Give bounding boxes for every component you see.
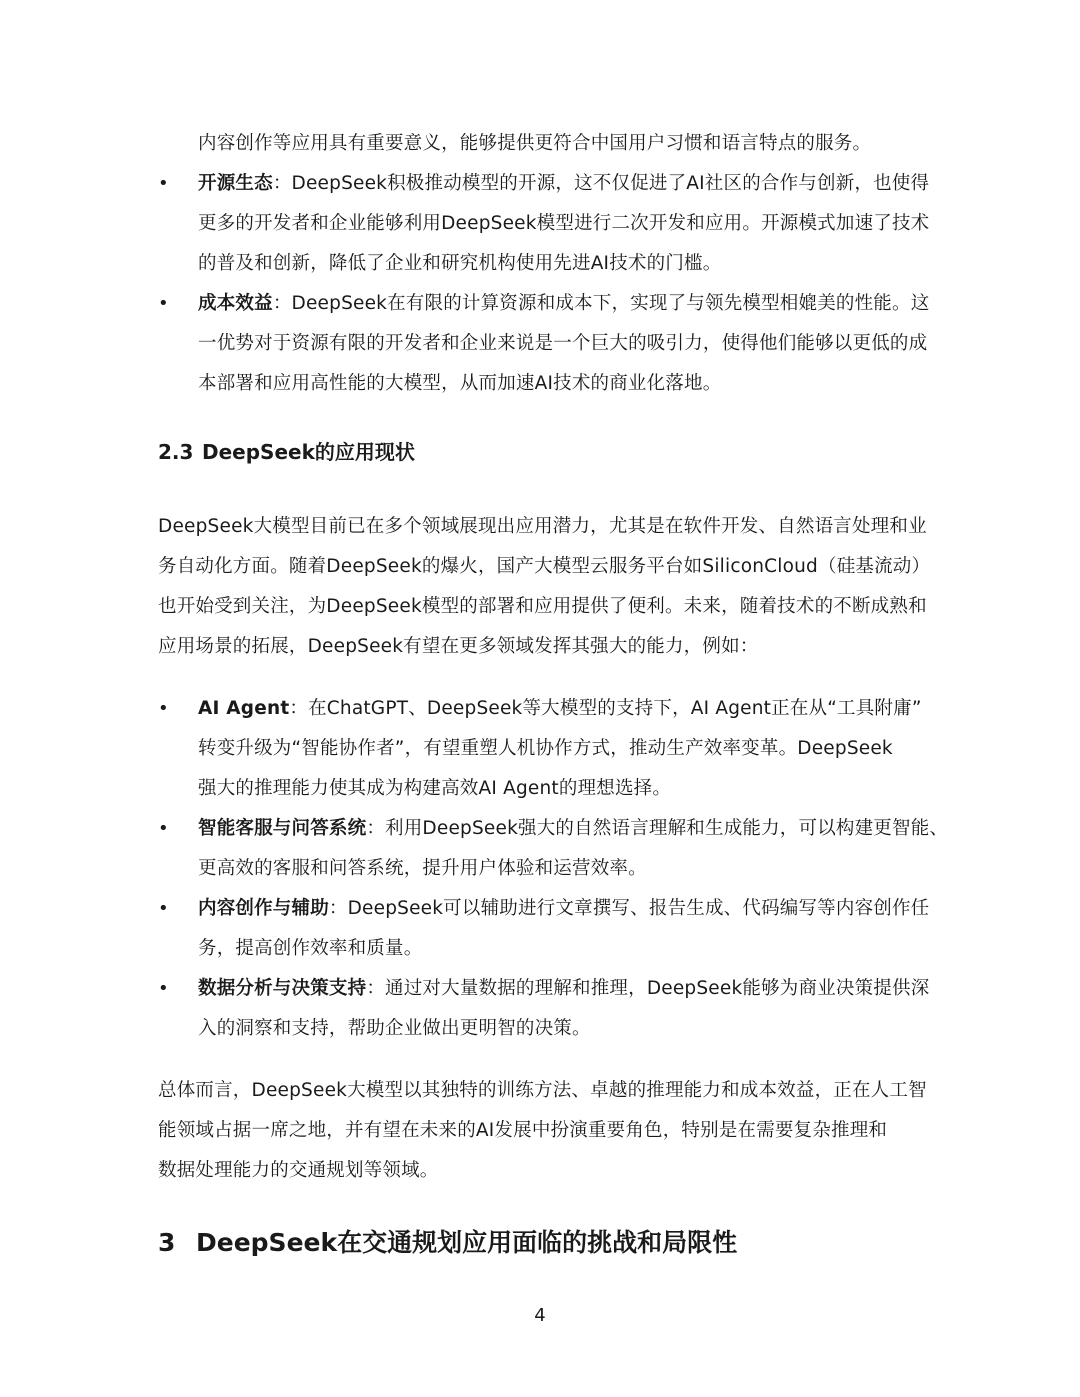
bullet-line: 的普及和创新，降低了企业和研究机构使用先进AI技术的门槛。: [198, 253, 722, 274]
term-separator: ：: [272, 173, 292, 194]
bullet-first-line: [158, 284, 928, 324]
bullet-text: 在ChatGPT、DeepSeek等大模型的支持下，AI Agent正在从“工具附庸”: [308, 698, 922, 719]
section-number: 3: [158, 1228, 176, 1257]
bullet-dot: •: [158, 978, 169, 999]
bullet-line: 务，提高创作效率和质量。: [198, 938, 423, 959]
bullet-term: 成本效益: [198, 293, 273, 314]
bullet-term: 智能客服与问答系统: [198, 818, 367, 839]
section-heading-2-3: [158, 436, 415, 465]
paragraph-line: DeepSeek大模型目前已在多个领域展现出应用潜力，尤其是在软件开发、自然语言处理和业: [158, 516, 927, 537]
bullet-line: 一优势对于资源有限的开发者和企业来说是一个巨大的吸引力，使得他们能够以更低的成: [198, 333, 928, 354]
paragraph-line: 也开始受到关注，为DeepSeek模型的部署和应用提供了便利。未来，随着技术的不断成熟和: [158, 596, 927, 617]
bullet-term: 数据分析与决策支持: [198, 978, 367, 999]
bullet-text: DeepSeek在有限的计算资源和成本下，实现了与领先模型相媲美的性能。这: [291, 293, 930, 314]
bullet-line: 更高效的客服和问答系统，提升用户体验和运营效率。: [198, 858, 647, 879]
bullet-item-cost-benefit: [158, 284, 928, 404]
bullet-first-line: [158, 969, 928, 1009]
term-separator: ：: [272, 293, 292, 314]
term-separator: ：: [289, 698, 309, 719]
bullet-text: DeepSeek积极推动模型的开源，这不仅促进了AI社区的合作与创新，也使得: [291, 173, 930, 194]
continued-paragraph: [158, 124, 928, 164]
bullet-item-open-source: [158, 164, 928, 284]
bullet-item-ai-agent: [158, 689, 928, 809]
application-bullet-list: [158, 689, 949, 1049]
term-separator: ：: [366, 818, 386, 839]
bullet-line: 入的洞察和支持，帮助企业做出更明智的决策。: [198, 1018, 591, 1039]
section-title: DeepSeek的应用现状: [202, 440, 415, 464]
paragraph-line: 数据处理能力的交通规划等领域。: [158, 1160, 439, 1181]
bullet-item-data-analysis: [158, 969, 928, 1049]
bullet-item-customer-service: [158, 809, 949, 889]
term-separator: ：: [366, 978, 386, 999]
paragraph-line: 总体而言，DeepSeek大模型以其独特的训练方法、卓越的推理能力和成本效益，正在人工智: [158, 1080, 927, 1101]
bullet-term: 开源生态: [198, 173, 273, 194]
page-number: 4: [534, 1305, 546, 1326]
bullet-text: DeepSeek可以辅助进行文章撰写、报告生成、代码编写等内容创作任: [347, 898, 930, 919]
top-bullet-list: [158, 164, 928, 404]
bullet-line: 强大的推理能力使其成为构建高效AI Agent的理想选择。: [198, 778, 672, 799]
bullet-line: 更多的开发者和企业能够利用DeepSeek模型进行二次开发和应用。开源模式加速了技术: [198, 213, 930, 234]
section-heading-3: [158, 1223, 737, 1259]
paragraph-line: 务自动化方面。随着DeepSeek的爆火，国产大模型云服务平台如SiliconCloud（硅基流动）: [158, 556, 931, 577]
section-number: 2.3: [158, 440, 194, 464]
bullet-dot: •: [158, 698, 169, 719]
bullet-item-content-creation: [158, 889, 928, 969]
bullet-first-line: [158, 889, 928, 929]
intro-paragraph: [158, 507, 931, 667]
bullet-first-line: [158, 689, 928, 729]
bullet-first-line: [158, 809, 949, 849]
bullet-dot: •: [158, 818, 169, 839]
paragraph-line: 内容创作等应用具有重要意义，能够提供更符合中国用户习惯和语言特点的服务。: [198, 133, 872, 154]
paragraph-line: 能领域占据一席之地，并有望在未来的AI发展中扮演重要角色，特别是在需要复杂推理和: [158, 1120, 888, 1141]
bullet-first-line: [158, 164, 928, 204]
bullet-line: 转变升级为“智能协作者”，有望重塑人机协作方式，推动生产效率变革。DeepSeek: [198, 738, 893, 759]
term-separator: ：: [328, 898, 348, 919]
paragraph-line: 应用场景的拓展，DeepSeek有望在更多领域发挥其强大的能力，例如：: [158, 636, 759, 657]
bullet-line: 本部署和应用高性能的大模型，从而加速AI技术的商业化落地。: [198, 373, 722, 394]
bullet-dot: •: [158, 898, 169, 919]
bullet-dot: •: [158, 173, 169, 194]
bullet-dot: •: [158, 293, 169, 314]
bullet-text: 利用DeepSeek强大的自然语言理解和生成能力，可以构建更智能、: [385, 818, 949, 839]
bullet-text: 通过对大量数据的理解和推理，DeepSeek能够为商业决策提供深: [385, 978, 930, 999]
bullet-term: AI Agent: [198, 698, 290, 719]
bullet-term: 内容创作与辅助: [198, 898, 329, 919]
section-title: DeepSeek在交通规划应用面临的挑战和局限性: [196, 1228, 738, 1257]
summary-paragraph: [158, 1071, 928, 1191]
